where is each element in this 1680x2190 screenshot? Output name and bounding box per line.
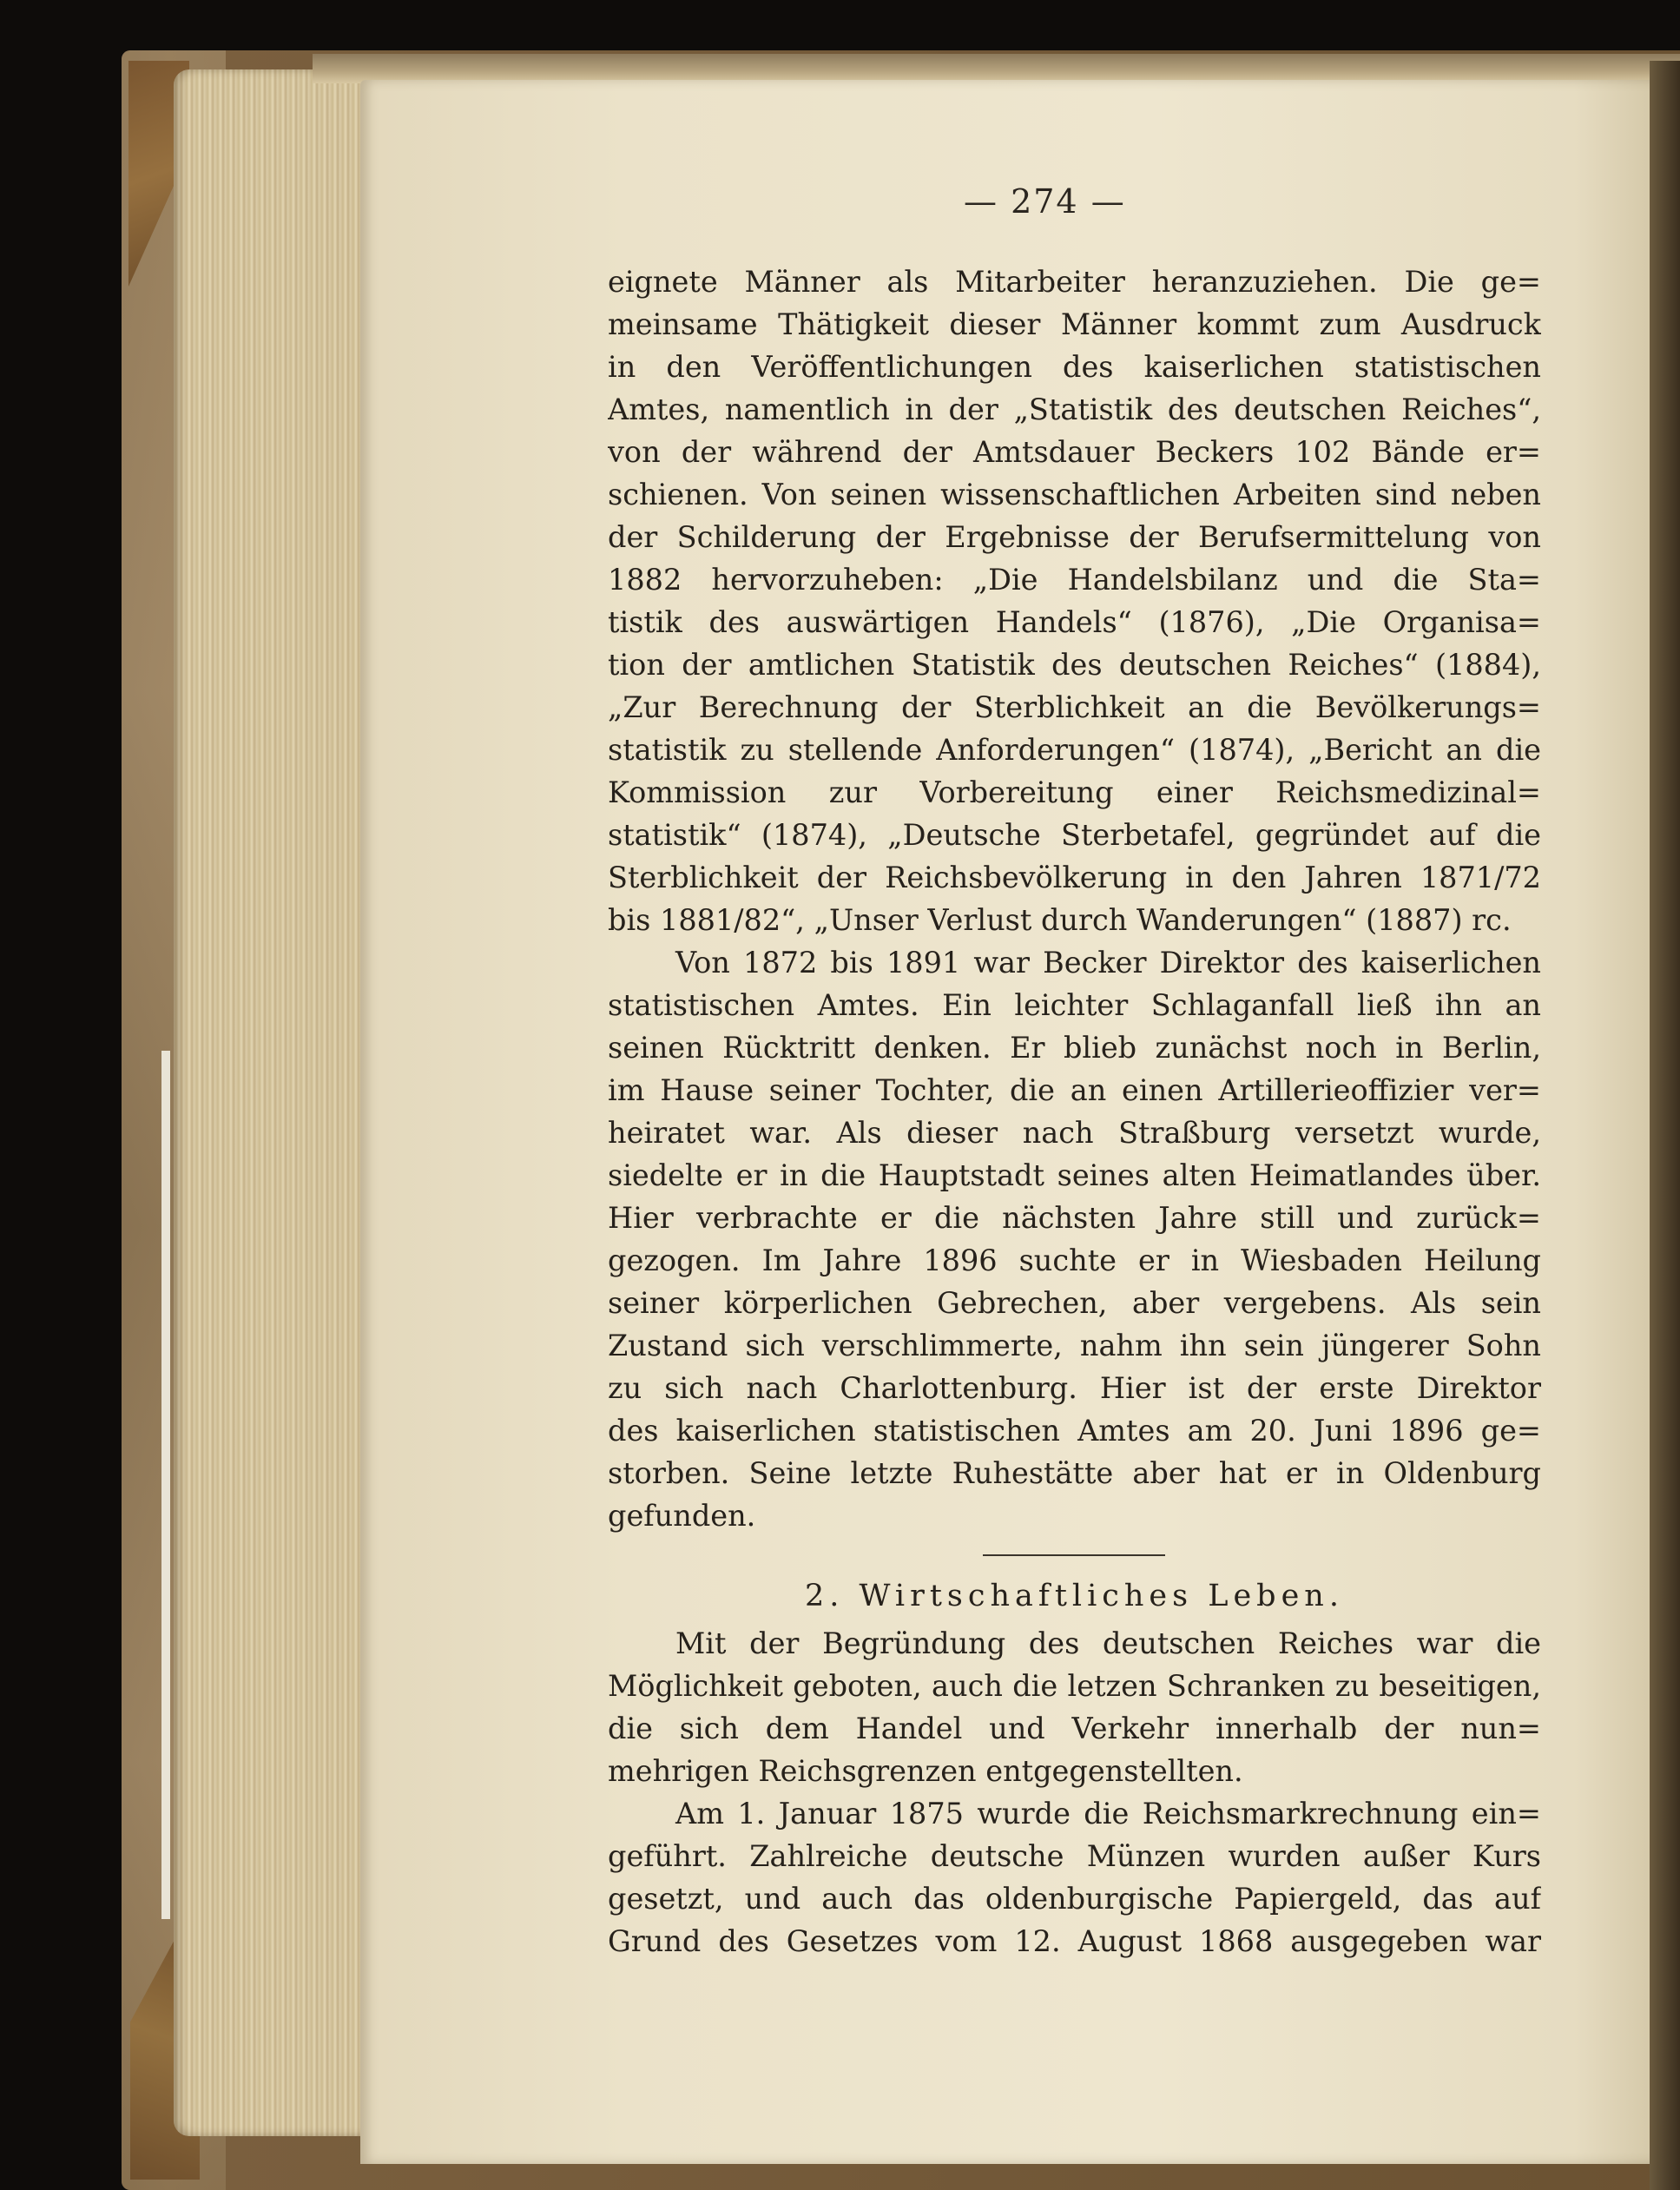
text-line: in den Veröffentlichungen des kaiserlichen statistischen <box>608 350 1541 384</box>
text-line: im Hause seiner Tochter, die an einen Artillerieoffizier ver= <box>608 1073 1541 1107</box>
text-line: Kommission zur Vorbereitung einer Reichsmedizinal= <box>608 775 1541 809</box>
paper-strip <box>161 1051 170 1919</box>
text-line: siedelte er in die Hauptstadt seines alten Heimatlandes über. <box>608 1158 1541 1192</box>
text-line: Hier verbrachte er die nächsten Jahre still und zurück= <box>608 1201 1541 1235</box>
page-number: — 274 — <box>964 182 1126 221</box>
text-line: die sich dem Handel und Verkehr innerhalb der nun= <box>608 1712 1541 1745</box>
text-line: „Zur Berechnung der Sterblichkeit an die Bevölkerungs= <box>608 690 1541 724</box>
text-line: statistik zu stellende Anforderungen“ (1874), „Bericht an die <box>608 733 1541 767</box>
text-line: gesetzt, und auch das oldenburgische Papiergeld, das auf <box>608 1882 1541 1916</box>
text-line: Mit der Begründung des deutschen Reiches war die <box>675 1626 1541 1660</box>
text-line: gefunden. <box>608 1499 756 1533</box>
text-line: von der während der Amtsdauer Beckers 102 Bände er= <box>608 435 1541 469</box>
text-line: eignete Männer als Mitarbeiter heranzuziehen. Die ge= <box>608 265 1541 299</box>
text-line: zu sich nach Charlottenburg. Hier ist der erste Direktor <box>608 1371 1541 1405</box>
text-line: des kaiserlichen statistischen Amtes am 20. Juni 1896 ge= <box>608 1414 1541 1448</box>
text-line: schienen. Von seinen wissenschaftlichen Arbeiten sind neben <box>608 478 1541 511</box>
text-line: storben. Seine letzte Ruhestätte aber hat er in Oldenburg <box>608 1456 1541 1490</box>
page-top-edge <box>313 54 1680 83</box>
section-heading: 2. Wirtschaftliches Leben. <box>805 1579 1344 1613</box>
text-line: mehrigen Reichsgrenzen entgegenstellten. <box>608 1754 1243 1788</box>
text-line: der Schilderung der Ergebnisse der Berufsermittelung von <box>608 520 1541 554</box>
paragraph-3 <box>608 1622 1541 1792</box>
paragraph-4 <box>608 1792 1541 1962</box>
text-line: seiner körperlichen Gebrechen, aber vergebens. Als sein <box>608 1286 1541 1320</box>
text-line: Am 1. Januar 1875 wurde die Reichsmarkrechnung ein= <box>675 1797 1541 1830</box>
text-line: Sterblichkeit der Reichsbevölkerung in den Jahren 1871/72 <box>608 861 1541 894</box>
text-line: Grund des Gesetzes vom 12. August 1868 ausgegeben war <box>608 1924 1541 1958</box>
text-line: Von 1872 bis 1891 war Becker Direktor des kaiserlichen <box>675 946 1541 980</box>
page-text <box>608 261 1541 1962</box>
text-line: statistischen Amtes. Ein leichter Schlaganfall ließ ihn an <box>608 988 1541 1022</box>
text-line: tistik des auswärtigen Handels“ (1876), „Die Organisa= <box>608 605 1541 639</box>
text-line: Zustand sich verschlimmerte, nahm ihn sein jüngerer Sohn <box>608 1329 1541 1362</box>
page-stack-edges <box>174 69 373 2136</box>
text-line: geführt. Zahlreiche deutsche Münzen wurden außer Kurs <box>608 1839 1541 1873</box>
paragraph-2 <box>608 941 1541 1537</box>
text-line: bis 1881/82“, „Unser Verlust durch Wanderungen“ (1887) rc. <box>608 903 1512 937</box>
right-gutter <box>1650 61 1680 2190</box>
text-line: statistik“ (1874), „Deutsche Sterbetafel, gegründet auf die <box>608 818 1541 852</box>
text-line: 1882 hervorzuheben: „Die Handelsbilanz und die Sta= <box>608 563 1541 597</box>
text-line: tion der amtlichen Statistik des deutschen Reiches“ (1884), <box>608 648 1541 682</box>
text-line: heiratet war. Als dieser nach Straßburg versetzt wurde, <box>608 1116 1541 1150</box>
text-line: seinen Rücktritt denken. Er blieb zunächst noch in Berlin, <box>608 1031 1541 1065</box>
text-line: meinsame Thätigkeit dieser Männer kommt zum Ausdruck <box>608 307 1541 341</box>
text-line: Möglichkeit geboten, auch die letzen Schranken zu beseitigen, <box>608 1669 1541 1703</box>
text-line: gezogen. Im Jahre 1896 suchte er in Wiesbaden Heilung <box>608 1243 1541 1277</box>
paragraph-1 <box>608 261 1541 941</box>
section-divider <box>983 1554 1165 1556</box>
text-line: Amtes, namentlich in der „Statistik des deutschen Reiches“, <box>608 392 1541 426</box>
